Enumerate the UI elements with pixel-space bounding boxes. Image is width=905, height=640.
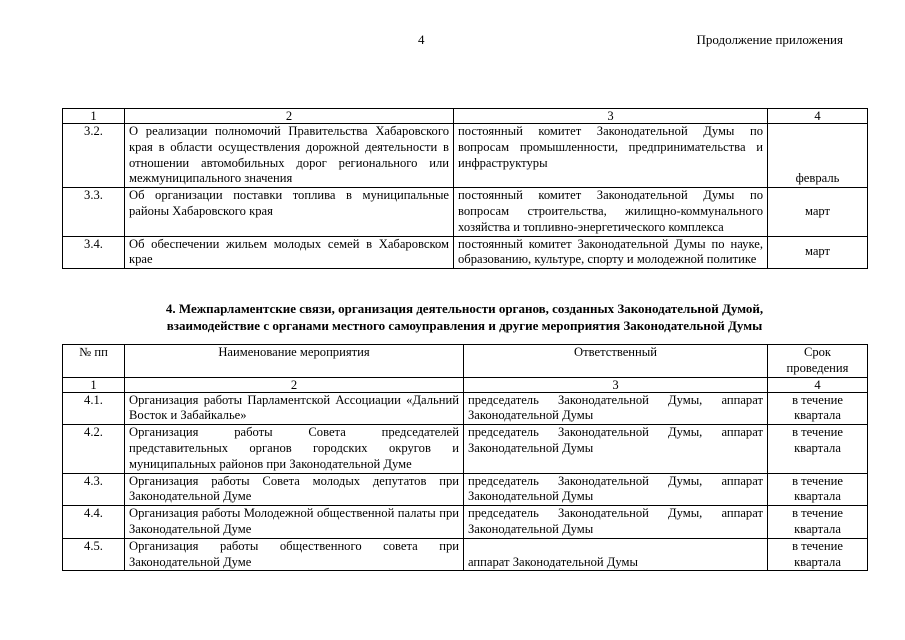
table-row: [63, 473, 868, 506]
row-number: 4.5.: [63, 538, 125, 571]
event-cell: Организация работы Совета молодых депутатов при Законодательной Думе: [125, 473, 464, 506]
table-row: [63, 506, 868, 539]
header-num: № пп: [63, 345, 125, 378]
table-row: [63, 124, 868, 188]
continuation-label: Продолжение приложения: [696, 32, 843, 47]
table-row: [63, 392, 868, 425]
responsible-cell: постоянный комитет Законодательной Думы по науке, образованию, культуре, спорту и молодежной политике: [454, 236, 768, 269]
column-number: 2: [125, 377, 464, 392]
row-number: 3.4.: [63, 236, 125, 269]
event-cell: Об организации поставки топлива в муниципальные районы Хабаровского края: [125, 188, 454, 236]
row-number: 4.2.: [63, 425, 125, 473]
responsible-cell: председатель Законодательной Думы, аппарат Законодательной Думы: [464, 425, 768, 473]
header-event: Наименование мероприятия: [125, 345, 464, 378]
row-number: 4.3.: [63, 473, 125, 506]
column-number: 4: [768, 377, 868, 392]
term-cell: март: [768, 188, 868, 236]
column-number: 1: [63, 109, 125, 124]
term-cell: февраль: [768, 124, 868, 188]
table-row: [63, 538, 868, 571]
row-number: 4.1.: [63, 392, 125, 425]
column-number: 1: [63, 377, 125, 392]
row-number: 3.3.: [63, 188, 125, 236]
agenda-table-section-3: [62, 108, 868, 269]
responsible-cell: постоянный комитет Законодательной Думы по вопросам промышленности, предпринимательства и инфраструктуры: [454, 124, 768, 188]
header-responsible: Ответственный: [464, 345, 768, 378]
responsible-cell: председатель Законодательной Думы, аппарат Законодательной Думы: [464, 473, 768, 506]
term-cell: в течение квартала: [768, 473, 868, 506]
responsible-cell: постоянный комитет Законодательной Думы по вопросам строительства, жилищно-коммунального хозяйства и топливно-энергетического комплекса: [454, 188, 768, 236]
header-term: Срок проведения: [768, 345, 868, 378]
column-number-row: [63, 377, 868, 392]
event-cell: Организация работы Молодежной общественной палаты при Законодательной Думе: [125, 506, 464, 539]
row-number: 3.2.: [63, 124, 125, 188]
header-row: [63, 345, 868, 378]
event-cell: Организация работы общественного совета при Законодательной Думе: [125, 538, 464, 571]
section-4-title: [62, 300, 867, 334]
event-cell: Об обеспечении жильем молодых семей в Хабаровском крае: [125, 236, 454, 269]
table-row: [63, 236, 868, 269]
term-cell: в течение квартала: [768, 425, 868, 473]
responsible-cell: председатель Законодательной Думы, аппарат Законодательной Думы: [464, 392, 768, 425]
page-number: 4: [418, 32, 425, 47]
column-number-row: [63, 109, 868, 124]
section-title-line: 4. Межпарламентские связи, организация деятельности органов, созданных Законодательной Думой,: [165, 301, 764, 316]
responsible-cell: председатель Законодательной Думы, аппарат Законодательной Думы: [464, 506, 768, 539]
row-number: 4.4.: [63, 506, 125, 539]
section-title-line: взаимодействие с органами местного самоуправления и другие мероприятия Законодательной Думы: [166, 318, 763, 333]
term-cell: в течение квартала: [768, 538, 868, 571]
column-number: 2: [125, 109, 454, 124]
term-cell: март: [768, 236, 868, 269]
column-number: 4: [768, 109, 868, 124]
responsible-cell: аппарат Законодательной Думы: [464, 538, 768, 571]
column-number: 3: [454, 109, 768, 124]
term-cell: в течение квартала: [768, 506, 868, 539]
table-row: [63, 188, 868, 236]
event-cell: Организация работы Парламентской Ассоциации «Дальний Восток и Забайкалье»: [125, 392, 464, 425]
agenda-table-section-4: [62, 344, 868, 571]
column-number: 3: [464, 377, 768, 392]
table-row: [63, 425, 868, 473]
event-cell: Организация работы Совета председателей представительных органов городских округов и муниципальных районов при Законодательной Думе: [125, 425, 464, 473]
term-cell: в течение квартала: [768, 392, 868, 425]
event-cell: О реализации полномочий Правительства Хабаровского края в области осуществления дорожной деятельности в отношении автомобильных дорог регионального или межмуниципального значения: [125, 124, 454, 188]
